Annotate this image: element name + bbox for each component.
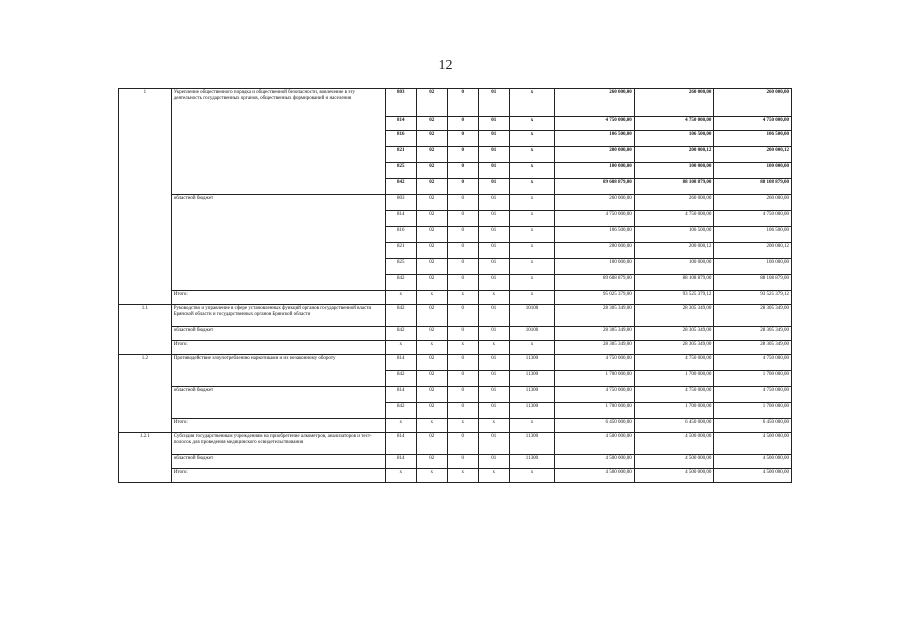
target-code-cell: x [509, 89, 554, 117]
subsection-code-cell: 0 [447, 355, 478, 371]
table-row [119, 469, 792, 483]
page-number: 12 [438, 58, 453, 73]
item-number: 1 [119, 89, 172, 305]
value-2021-cell: 200 000,12 [714, 243, 792, 259]
target-code-cell: x [509, 243, 554, 259]
subsection-code-cell: 0 [447, 403, 478, 419]
section-code-cell: x [416, 469, 447, 483]
value-2020-cell: 200 000,12 [634, 243, 714, 259]
table-row [119, 419, 792, 433]
value-2020-cell: 93 525 379,12 [634, 291, 714, 305]
value-2019-cell: 106 500,00 [555, 131, 635, 147]
budget-table [118, 88, 792, 483]
section-code-cell: 02 [416, 433, 447, 455]
value-2019-cell: 200 000,00 [555, 147, 635, 163]
value-2020-cell: 28 305 349,00 [634, 305, 714, 327]
value-2021-cell: 6 450 000,00 [714, 419, 792, 433]
table-row [119, 355, 792, 371]
target-code-cell: 10100 [509, 305, 554, 327]
value-2020-cell: 4 750 000,00 [634, 117, 714, 131]
ministry-code-cell: x [385, 291, 416, 305]
section-code-cell: 02 [416, 117, 447, 131]
ministry-code-cell: 842 [385, 305, 416, 327]
value-2019-cell: 106 500,00 [555, 227, 635, 243]
target-code-cell: x [509, 179, 554, 195]
value-2019-cell: 100 000,00 [555, 259, 635, 275]
value-2020-cell: 28 305 349,00 [634, 341, 714, 355]
item-name: областной бюджет [171, 327, 385, 341]
value-2021-cell: 1 700 000,00 [714, 403, 792, 419]
section-code-cell: 02 [416, 455, 447, 469]
ministry-code-cell: 816 [385, 131, 416, 147]
program-code-cell: 01 [478, 227, 509, 243]
ministry-code-cell: 842 [385, 403, 416, 419]
ministry-code-cell: 814 [385, 455, 416, 469]
table-row [119, 195, 792, 211]
ministry-code-cell: x [385, 469, 416, 483]
ministry-code-cell: 814 [385, 355, 416, 371]
program-code-cell: x [478, 341, 509, 355]
value-2020-cell: 28 305 349,00 [634, 327, 714, 341]
section-code-cell: 02 [416, 195, 447, 211]
table-row [119, 455, 792, 469]
subsection-code-cell: x [447, 469, 478, 483]
target-code-cell: x [509, 259, 554, 275]
value-2020-cell: 106 500,00 [634, 227, 714, 243]
program-code-cell: 01 [478, 355, 509, 371]
value-2021-cell: 4 750 000,00 [714, 387, 792, 403]
value-2019-cell: 28 305 349,00 [555, 341, 635, 355]
ministry-code-cell: 842 [385, 275, 416, 291]
section-code-cell: 02 [416, 131, 447, 147]
value-2019-cell: 28 305 349,00 [555, 305, 635, 327]
subsection-code-cell: 0 [447, 163, 478, 179]
value-2020-cell: 4 500 000,00 [634, 469, 714, 483]
table-row [119, 433, 792, 455]
value-2021-cell: 4 500 000,00 [714, 469, 792, 483]
item-name: Субсидия государственным учреждениям на приобретение алкометров, анализаторов и тест-полосок для проведения медицинского освидетельствования [171, 433, 385, 455]
program-code-cell: 01 [478, 131, 509, 147]
value-2021-cell: 260 000,00 [714, 195, 792, 211]
ministry-code-cell: 814 [385, 211, 416, 227]
target-code-cell: x [509, 469, 554, 483]
target-code-cell: x [509, 419, 554, 433]
program-code-cell: x [478, 291, 509, 305]
item-number: 1.1 [119, 305, 172, 355]
value-2021-cell: 28 305 349,00 [714, 327, 792, 341]
value-2020-cell: 4 750 000,00 [634, 211, 714, 227]
item-name: Руководство и управление в сфере установленных функций органов государственной власти Брянской области и государственных органов Брянской области [171, 305, 385, 327]
item-number: 1.2.1 [119, 433, 172, 483]
value-2021-cell: 1 700 000,00 [714, 371, 792, 387]
section-code-cell: 02 [416, 371, 447, 387]
subsection-code-cell: 0 [447, 243, 478, 259]
value-2021-cell: 106 500,00 [714, 227, 792, 243]
subsection-code-cell: 0 [447, 117, 478, 131]
subsection-code-cell: x [447, 419, 478, 433]
ministry-code-cell: 821 [385, 243, 416, 259]
program-code-cell: 01 [478, 455, 509, 469]
value-2021-cell: 4 750 000,00 [714, 355, 792, 371]
program-code-cell: 01 [478, 89, 509, 117]
value-2021-cell: 93 525 379,12 [714, 291, 792, 305]
ministry-code-cell: 814 [385, 117, 416, 131]
value-2019-cell: 4 750 000,00 [555, 387, 635, 403]
ministry-code-cell: 842 [385, 371, 416, 387]
target-code-cell: x [509, 117, 554, 131]
value-2019-cell: 89 608 879,00 [555, 275, 635, 291]
value-2019-cell: 6 450 000,00 [555, 419, 635, 433]
value-2021-cell: 260 000,00 [714, 89, 792, 117]
section-code-cell: 02 [416, 179, 447, 195]
value-2021-cell: 28 305 349,00 [714, 305, 792, 327]
value-2020-cell: 260 000,00 [634, 195, 714, 211]
value-2021-cell: 200 000,12 [714, 147, 792, 163]
program-code-cell: 01 [478, 305, 509, 327]
subsection-code-cell: 0 [447, 131, 478, 147]
target-code-cell: 11300 [509, 387, 554, 403]
value-2021-cell: 88 108 879,00 [714, 179, 792, 195]
table-row [119, 89, 792, 117]
section-code-cell: 02 [416, 305, 447, 327]
item-name: Итого: [171, 291, 385, 305]
program-code-cell: 01 [478, 275, 509, 291]
section-code-cell: 02 [416, 387, 447, 403]
program-code-cell: 01 [478, 327, 509, 341]
value-2019-cell: 1 700 000,00 [555, 403, 635, 419]
value-2021-cell: 106 500,00 [714, 131, 792, 147]
section-code-cell: 02 [416, 355, 447, 371]
target-code-cell: x [509, 341, 554, 355]
target-code-cell: x [509, 131, 554, 147]
ministry-code-cell: 821 [385, 147, 416, 163]
subsection-code-cell: 0 [447, 455, 478, 469]
item-name: Противодействие злоупотреблению наркотиками и их незаконному обороту [171, 355, 385, 387]
value-2020-cell: 4 750 000,00 [634, 355, 714, 371]
item-name: областной бюджет [171, 387, 385, 419]
value-2020-cell: 100 000,00 [634, 259, 714, 275]
program-code-cell: x [478, 469, 509, 483]
value-2019-cell: 1 700 000,00 [555, 371, 635, 387]
item-name: Итого: [171, 419, 385, 433]
ministry-code-cell: x [385, 419, 416, 433]
subsection-code-cell: 0 [447, 89, 478, 117]
subsection-code-cell: x [447, 291, 478, 305]
subsection-code-cell: 0 [447, 305, 478, 327]
ministry-code-cell: 814 [385, 387, 416, 403]
subsection-code-cell: x [447, 341, 478, 355]
subsection-code-cell: 0 [447, 259, 478, 275]
value-2019-cell: 28 305 349,00 [555, 327, 635, 341]
section-code-cell: 02 [416, 89, 447, 117]
value-2019-cell: 200 000,00 [555, 243, 635, 259]
value-2020-cell: 88 108 879,00 [634, 275, 714, 291]
target-code-cell: x [509, 195, 554, 211]
ministry-code-cell: 825 [385, 163, 416, 179]
value-2020-cell: 4 500 000,00 [634, 455, 714, 469]
value-2020-cell: 4 500 000,00 [634, 433, 714, 455]
value-2021-cell: 100 000,00 [714, 163, 792, 179]
item-name: областной бюджет [171, 195, 385, 291]
value-2021-cell: 100 000,00 [714, 259, 792, 275]
value-2019-cell: 4 500 000,00 [555, 469, 635, 483]
target-code-cell: 11300 [509, 403, 554, 419]
program-code-cell: 01 [478, 163, 509, 179]
subsection-code-cell: 0 [447, 275, 478, 291]
item-name: Укрепление общественного порядка и общественной безопасности, вовлечение в эту деятельность государственных органов, общественных формирований и населения [171, 89, 385, 195]
section-code-cell: 02 [416, 227, 447, 243]
section-code-cell: 02 [416, 147, 447, 163]
section-code-cell: 02 [416, 403, 447, 419]
subsection-code-cell: 0 [447, 179, 478, 195]
ministry-code-cell: 816 [385, 227, 416, 243]
value-2021-cell: 4 500 000,00 [714, 455, 792, 469]
table-row [119, 291, 792, 305]
section-code-cell: 02 [416, 259, 447, 275]
value-2020-cell: 1 700 000,00 [634, 371, 714, 387]
program-code-cell: 01 [478, 179, 509, 195]
value-2021-cell: 28 305 349,00 [714, 341, 792, 355]
item-name: Итого: [171, 341, 385, 355]
section-code-cell: 02 [416, 243, 447, 259]
value-2019-cell: 100 000,00 [555, 163, 635, 179]
ministry-code-cell: 842 [385, 327, 416, 341]
budget-table-body [119, 89, 792, 483]
value-2019-cell: 4 750 000,00 [555, 117, 635, 131]
target-code-cell: 11300 [509, 371, 554, 387]
table-row [119, 387, 792, 403]
item-name: Итого: [171, 469, 385, 483]
target-code-cell: 11300 [509, 433, 554, 455]
ministry-code-cell: 803 [385, 89, 416, 117]
value-2020-cell: 6 450 000,00 [634, 419, 714, 433]
target-code-cell: x [509, 227, 554, 243]
subsection-code-cell: 0 [447, 211, 478, 227]
value-2020-cell: 1 700 000,00 [634, 403, 714, 419]
value-2019-cell: 260 000,00 [555, 89, 635, 117]
subsection-code-cell: 0 [447, 147, 478, 163]
value-2021-cell: 88 108 879,00 [714, 275, 792, 291]
section-code-cell: 02 [416, 327, 447, 341]
subsection-code-cell: 0 [447, 433, 478, 455]
ministry-code-cell: 803 [385, 195, 416, 211]
section-code-cell: 02 [416, 275, 447, 291]
ministry-code-cell: 842 [385, 179, 416, 195]
target-code-cell: 11300 [509, 355, 554, 371]
value-2019-cell: 95 025 379,00 [555, 291, 635, 305]
subsection-code-cell: 0 [447, 195, 478, 211]
item-name: областной бюджет [171, 455, 385, 469]
program-code-cell: 01 [478, 243, 509, 259]
value-2020-cell: 100 000,00 [634, 163, 714, 179]
target-code-cell: 10100 [509, 327, 554, 341]
value-2019-cell: 4 500 000,00 [555, 433, 635, 455]
program-code-cell: 01 [478, 147, 509, 163]
ministry-code-cell: 814 [385, 433, 416, 455]
value-2020-cell: 88 108 879,00 [634, 179, 714, 195]
subsection-code-cell: 0 [447, 327, 478, 341]
value-2020-cell: 200 000,12 [634, 147, 714, 163]
value-2020-cell: 106 500,00 [634, 131, 714, 147]
target-code-cell: x [509, 147, 554, 163]
value-2019-cell: 4 750 000,00 [555, 211, 635, 227]
value-2020-cell: 260 000,00 [634, 89, 714, 117]
subsection-code-cell: 0 [447, 387, 478, 403]
program-code-cell: 01 [478, 433, 509, 455]
target-code-cell: 11300 [509, 455, 554, 469]
table-row [119, 327, 792, 341]
target-code-cell: x [509, 275, 554, 291]
value-2021-cell: 4 750 000,00 [714, 211, 792, 227]
table-row [119, 341, 792, 355]
value-2020-cell: 4 750 000,00 [634, 387, 714, 403]
section-code-cell: x [416, 341, 447, 355]
program-code-cell: 01 [478, 387, 509, 403]
program-code-cell: x [478, 419, 509, 433]
value-2021-cell: 4 500 000,00 [714, 433, 792, 455]
value-2019-cell: 4 500 000,00 [555, 455, 635, 469]
section-code-cell: x [416, 291, 447, 305]
subsection-code-cell: 0 [447, 227, 478, 243]
table-row [119, 305, 792, 327]
subsection-code-cell: 0 [447, 371, 478, 387]
target-code-cell: x [509, 291, 554, 305]
item-number: 1.2 [119, 355, 172, 433]
value-2021-cell: 4 750 000,00 [714, 117, 792, 131]
target-code-cell: x [509, 211, 554, 227]
value-2019-cell: 260 000,00 [555, 195, 635, 211]
value-2019-cell: 89 608 879,00 [555, 179, 635, 195]
ministry-code-cell: x [385, 341, 416, 355]
program-code-cell: 01 [478, 371, 509, 387]
program-code-cell: 01 [478, 403, 509, 419]
program-code-cell: 01 [478, 195, 509, 211]
section-code-cell: 02 [416, 211, 447, 227]
program-code-cell: 01 [478, 117, 509, 131]
program-code-cell: 01 [478, 211, 509, 227]
value-2019-cell: 4 750 000,00 [555, 355, 635, 371]
section-code-cell: 02 [416, 163, 447, 179]
ministry-code-cell: 825 [385, 259, 416, 275]
program-code-cell: 01 [478, 259, 509, 275]
section-code-cell: x [416, 419, 447, 433]
target-code-cell: x [509, 163, 554, 179]
